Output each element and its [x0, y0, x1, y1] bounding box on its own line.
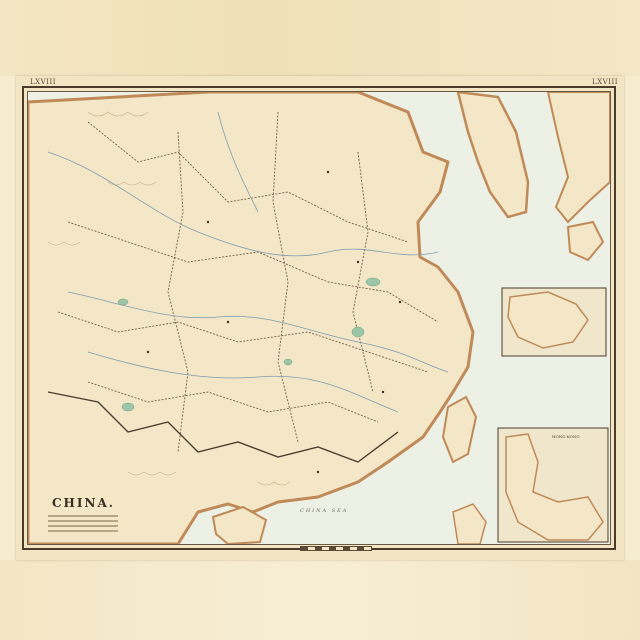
background-top-band — [0, 0, 640, 76]
inset-label: HONG KONG — [552, 434, 580, 439]
plate-number-right: LXVIII — [592, 78, 618, 86]
plate-number-left: LXVIII — [30, 78, 56, 86]
china-map — [28, 92, 610, 544]
sea-label: CHINA SEA — [300, 508, 349, 514]
background-bottom-band — [0, 560, 640, 640]
title-legend-lines — [48, 512, 118, 535]
map-title: CHINA. — [52, 496, 115, 510]
scale-bar — [300, 546, 372, 551]
